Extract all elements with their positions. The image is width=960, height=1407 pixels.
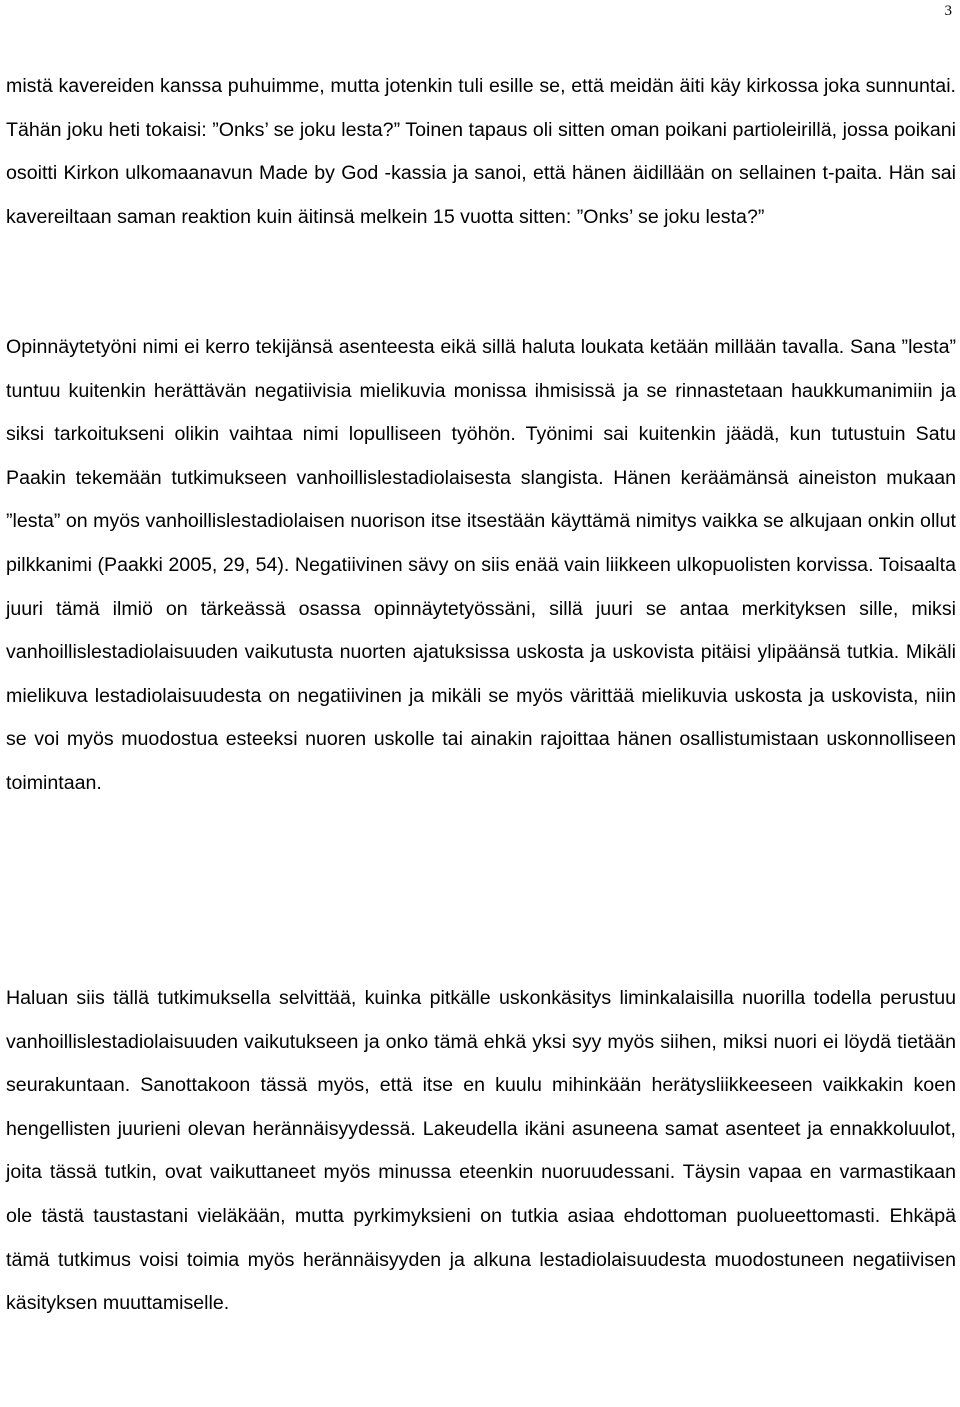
paragraph-1: mistä kavereiden kanssa puhuimme, mutta jotenkin tuli esille se, että meidän äiti käy kirkossa joka sunnuntai. Tähän joku heti tokaisi: ”Onks’ se joku lesta?” Toinen tapaus oli sitten oman poikani partioleirillä, jossa poikani osoitti Kirkon ulkomaanavun Made by God -kassia ja sanoi, että hänen äidillään on sellainen t-paita. Hän sai kavereiltaan saman reaktion kuin äitinsä melkein 15 vuotta sitten: ”Onks’ se joku lesta?”: [6, 75, 956, 228]
paragraph-2: Opinnäytetyöni nimi ei kerro tekijänsä asenteesta eikä sillä haluta loukata ketään millään tavalla. Sana ”lesta” tuntuu kuitenkin herättävän negatiivisia mielikuvia monissa ihmisissä ja se rinnastetaan haukkumanimiin ja siksi tarkoitukseni olikin vaihtaa nimi lopulliseen työhön. Työnimi sai kuitenkin jäädä, kun tutustuin Satu Paakin tekemään tutkimukseen vanhoillislestadiolaisesta slangista. Hänen keräämänsä aineiston mukaan ”lesta” on myös vanhoillislestadiolaisen nuorison itse itsestään käyttämä nimitys vaikka se alkujaan onkin ollut pilkkanimi (Paakki 2005, 29, 54). Negatiivinen sävy on siis enää vain liikkeen ulkopuolisten korvissa. Toisaalta juuri tämä ilmiö on tärkeässä osassa opinnäytetyössäni, sillä juuri se antaa merkityksen sille, miksi vanhoillislestadiolaisuuden vaikutusta nuorten ajatuksissa uskosta ja uskovista pitäisi ylipäänsä tutkia. Mikäli mielikuva lestadiolaisuudesta on negatiivinen ja mikäli se myös värittää mielikuvia uskosta ja uskovista, niin se voi myös muodostua esteeksi nuoren uskolle tai ainakin rajoittaa hänen osallistumistaan uskonnolliseen toimintaan.: [6, 336, 956, 794]
paragraph-3: Haluan siis tällä tutkimuksella selvittää, kuinka pitkälle uskonkäsitys liminkalaisilla nuorilla todella perustuu vanhoillislestadiolaisuuden vaikutukseen ja onko tämä ehkä yksi syy myös siihen, miksi nuori ei löydä tietään seurakuntaan. Sanottakoon tässä myös, että itse en kuulu mihinkään herätysliikkeeseen vaikkakin koen hengellisten juurieni olevan herännäisyydessä. Lakeudella ikäni asuneena samat asenteet ja ennakkoluulot, joita tässä tutkin, ovat vaikuttaneet myös minussa eteenkin nuoruudessani. Täysin vapaa en varmastikaan ole tästä taustastani vieläkään, mutta pyrkimyksieni on tutkia asiaa ehdottoman puolueettomasti. Ehkäpä tämä tutkimus voisi toimia myös herännäisyyden ja alkuna lestadiolaisuudesta muodostuneen negatiivisen käsityksen muuttamiselle.: [6, 987, 956, 1315]
page-number: 3: [944, 3, 952, 19]
